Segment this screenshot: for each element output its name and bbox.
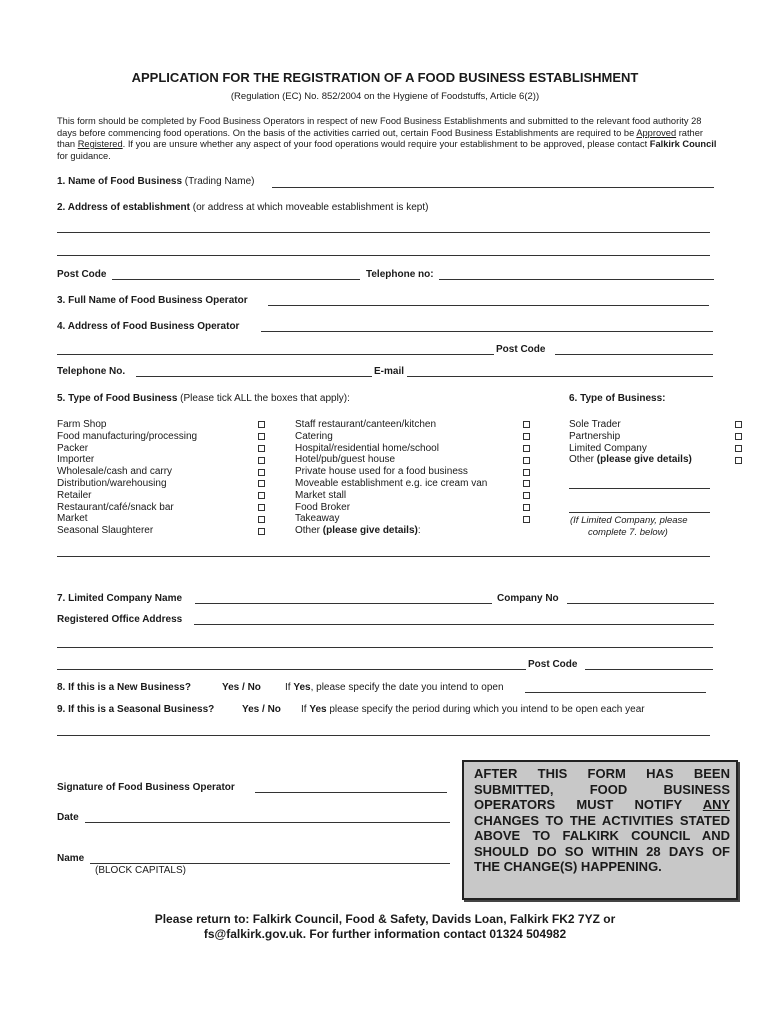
q6-label: 6. Type of Business:: [569, 393, 666, 404]
q1-field[interactable]: [272, 187, 714, 188]
checkbox[interactable]: [735, 457, 742, 464]
business-type-list: [569, 419, 692, 466]
q2-field-line-1[interactable]: [57, 232, 710, 233]
list-item: Seasonal Slaughterer: [57, 525, 154, 537]
q2-label-text: 2. Address of establishment: [57, 202, 190, 213]
list-item: Market: [57, 513, 88, 525]
date-field[interactable]: [85, 822, 450, 823]
checkbox[interactable]: [523, 445, 530, 452]
intro-text: rather than: [57, 127, 703, 149]
checkbox[interactable]: [735, 445, 742, 452]
notice-box: [462, 760, 738, 900]
other-label: Other: [569, 454, 597, 466]
q8-yes-no[interactable]: Yes / No: [222, 682, 261, 693]
food-business-checkboxes-2: [523, 419, 530, 525]
name-label: Name: [57, 853, 85, 864]
email-label: E-mail: [374, 366, 405, 377]
q8-date-field[interactable]: [525, 692, 706, 693]
checkbox[interactable]: [258, 445, 265, 452]
business-type-checkboxes: [735, 419, 742, 466]
list-item: Staff restaurant/canteen/kitchen: [295, 419, 437, 430]
other-details-hint: (please give details): [596, 454, 692, 466]
q2-hint: (or address at which moveable establishment is kept): [190, 202, 429, 213]
q3-field[interactable]: [268, 305, 709, 306]
list-item: Packer: [57, 442, 89, 454]
checkbox[interactable]: [258, 504, 265, 511]
list-item: Hospital/residential home/school: [295, 442, 439, 454]
list-item: Farm Shop: [57, 419, 107, 430]
q9-yes: Yes: [309, 704, 327, 715]
q4-postcode-field[interactable]: [555, 354, 713, 355]
q9-yes-no[interactable]: Yes / No: [242, 704, 281, 715]
food-business-list-2: [295, 419, 487, 537]
checkbox[interactable]: [735, 421, 742, 428]
q9-rest: please specify the period during which you intend to be open each year: [326, 704, 645, 715]
q7-postcode-field[interactable]: [585, 669, 713, 670]
list-item: Food manufacturing/processing: [57, 430, 198, 442]
q5-label: [57, 393, 350, 404]
list-item: Distribution/warehousing: [57, 477, 167, 489]
registered-office-field-2[interactable]: [57, 647, 713, 648]
list-item: Moveable establishment e.g. ice cream van: [295, 477, 488, 489]
intro-paragraph: [57, 116, 717, 162]
other-colon: :: [417, 525, 421, 537]
q8-rest: , please specify the date you intend to open: [310, 682, 504, 693]
other-details-field[interactable]: [57, 556, 710, 557]
q2-label: [57, 202, 428, 213]
business-type-other-field-2[interactable]: [569, 512, 710, 513]
checkbox[interactable]: [523, 492, 530, 499]
ltd-note-1: (If Limited Company, please: [570, 515, 688, 526]
q1-label: [57, 176, 254, 187]
list-item: Importer: [57, 454, 95, 466]
list-item-other: [569, 454, 692, 466]
intro-council: Falkirk Council: [649, 139, 717, 149]
q9-if: If: [301, 704, 310, 715]
registered-office-field-3[interactable]: [57, 669, 526, 670]
food-business-checkboxes-1: [258, 419, 265, 537]
list-item: Limited Company: [569, 442, 647, 454]
q8-if: If: [285, 682, 294, 693]
other-label: Other: [295, 525, 323, 537]
company-no-label: Company No: [497, 593, 559, 604]
contact-info: fs@falkirk.gov.uk. For further information contact 01324 504982: [203, 927, 567, 941]
list-item: Hotel/pub/guest house: [295, 454, 396, 466]
signature-field[interactable]: [255, 792, 447, 793]
q8-instruction: [285, 682, 504, 693]
list-item: Restaurant/café/snack bar: [57, 501, 174, 513]
q2-field-line-2[interactable]: [57, 255, 710, 256]
checkbox[interactable]: [735, 433, 742, 440]
q7-label: 7. Limited Company Name: [57, 593, 183, 604]
business-type-other-field[interactable]: [569, 488, 710, 489]
notice-text-part: CHANGES TO THE ACTIVITIES STATED ABOVE TO FALKIRK COUNCIL AND SHOULD DO SO WITHIN 28 DAYS OF THE CHANGE(S) HAPPENING.: [474, 812, 730, 874]
q3-label: 3. Full Name of Food Business Operator: [57, 295, 248, 306]
checkbox[interactable]: [523, 457, 530, 464]
telephone-field[interactable]: [439, 279, 714, 280]
q9-instruction: [301, 704, 645, 715]
q5-label-text: 5. Type of Food Business: [57, 393, 178, 404]
notice-text-part: AFTER THIS FORM HAS BEEN SUBMITTED, FOOD BUSINESS OPERATORS MUST NOTIFY: [474, 766, 730, 812]
intro-text: . If you are unsure whether any aspect of your food operations would require your establishment to be approved, please contact: [122, 139, 650, 149]
registered-office-label: Registered Office Address: [57, 614, 183, 625]
q8-yes: Yes: [293, 682, 311, 693]
telephone-no-field[interactable]: [136, 376, 372, 377]
return-address: Please return to: Falkirk Council, Food & Safety, Davids Loan, Falkirk FK2 7YZ or: [154, 912, 616, 926]
telephone-no-label: Telephone No.: [57, 366, 126, 377]
notice-any: ANY: [702, 797, 730, 812]
block-capitals-note: (BLOCK CAPITALS): [95, 865, 186, 876]
signature-label: Signature of Food Business Operator: [57, 782, 235, 793]
date-label: Date: [57, 812, 79, 823]
telephone-label: Telephone no:: [366, 269, 434, 280]
checkbox[interactable]: [523, 421, 530, 428]
name-field[interactable]: [90, 863, 450, 864]
q1-hint: (Trading Name): [182, 176, 255, 187]
checkbox[interactable]: [258, 528, 265, 535]
postcode-field[interactable]: [112, 279, 360, 280]
q9-period-field[interactable]: [57, 735, 710, 736]
checkbox[interactable]: [523, 504, 530, 511]
intro-text: for guidance.: [57, 150, 111, 161]
intro-approved: Approved: [636, 127, 677, 138]
q4-field-line-2[interactable]: [57, 354, 494, 355]
q4-postcode-label: Post Code: [496, 344, 546, 355]
checkbox[interactable]: [523, 516, 530, 523]
list-item: Sole Trader: [569, 419, 621, 430]
food-business-list-1: [57, 419, 197, 537]
ltd-note-2: complete 7. below): [588, 527, 668, 538]
checkbox[interactable]: [258, 457, 265, 464]
checkbox[interactable]: [258, 433, 265, 440]
checkbox[interactable]: [258, 469, 265, 476]
q1-label-text: 1. Name of Food Business: [57, 176, 183, 187]
checkbox[interactable]: [523, 469, 530, 476]
form-title: APPLICATION FOR THE REGISTRATION OF A FOOD BUSINESS ESTABLISHMENT: [131, 70, 639, 85]
list-item: Food Broker: [295, 501, 351, 513]
checkbox[interactable]: [523, 433, 530, 440]
q5-hint: (Please tick ALL the boxes that apply):: [177, 393, 350, 404]
list-item: Wholesale/cash and carry: [57, 466, 173, 478]
postcode-label: Post Code: [57, 269, 107, 280]
intro-registered: Registered: [77, 139, 123, 149]
list-item: Market stall: [295, 489, 347, 501]
q7-company-name-field[interactable]: [195, 603, 492, 604]
email-field[interactable]: [407, 376, 713, 377]
checkbox[interactable]: [258, 516, 265, 523]
q8-label: 8. If this is a New Business?: [57, 682, 191, 693]
other-details-hint: (please give details): [322, 525, 418, 537]
checkbox[interactable]: [523, 480, 530, 487]
list-item: Retailer: [57, 489, 92, 501]
q4-label: 4. Address of Food Business Operator: [57, 321, 240, 332]
q9-label: 9. If this is a Seasonal Business?: [57, 704, 215, 715]
form-subtitle: (Regulation (EC) No. 852/2004 on the Hygiene of Foodstuffs, Article 6(2)): [230, 91, 540, 102]
checkbox[interactable]: [258, 480, 265, 487]
list-item: Catering: [295, 430, 333, 442]
list-item-other: [295, 525, 487, 537]
company-no-field[interactable]: [567, 603, 714, 604]
q7-postcode-label: Post Code: [528, 659, 578, 670]
list-item: Private house used for a food business: [295, 466, 468, 478]
checkbox[interactable]: [258, 492, 265, 499]
q4-field[interactable]: [261, 331, 713, 332]
notice-text: [474, 766, 730, 875]
intro-text: This form should be completed by Food Business Operators in respect of new Food Business Establishments and submitted to the relevant food authority 28 days before commencing food operations. On the basis of the activities carried out, certain Food Business Establishments are required to be: [57, 116, 702, 138]
checkbox[interactable]: [258, 421, 265, 428]
list-item: Takeaway: [295, 513, 340, 525]
registered-office-field[interactable]: [194, 624, 714, 625]
list-item: Partnership: [569, 430, 621, 442]
